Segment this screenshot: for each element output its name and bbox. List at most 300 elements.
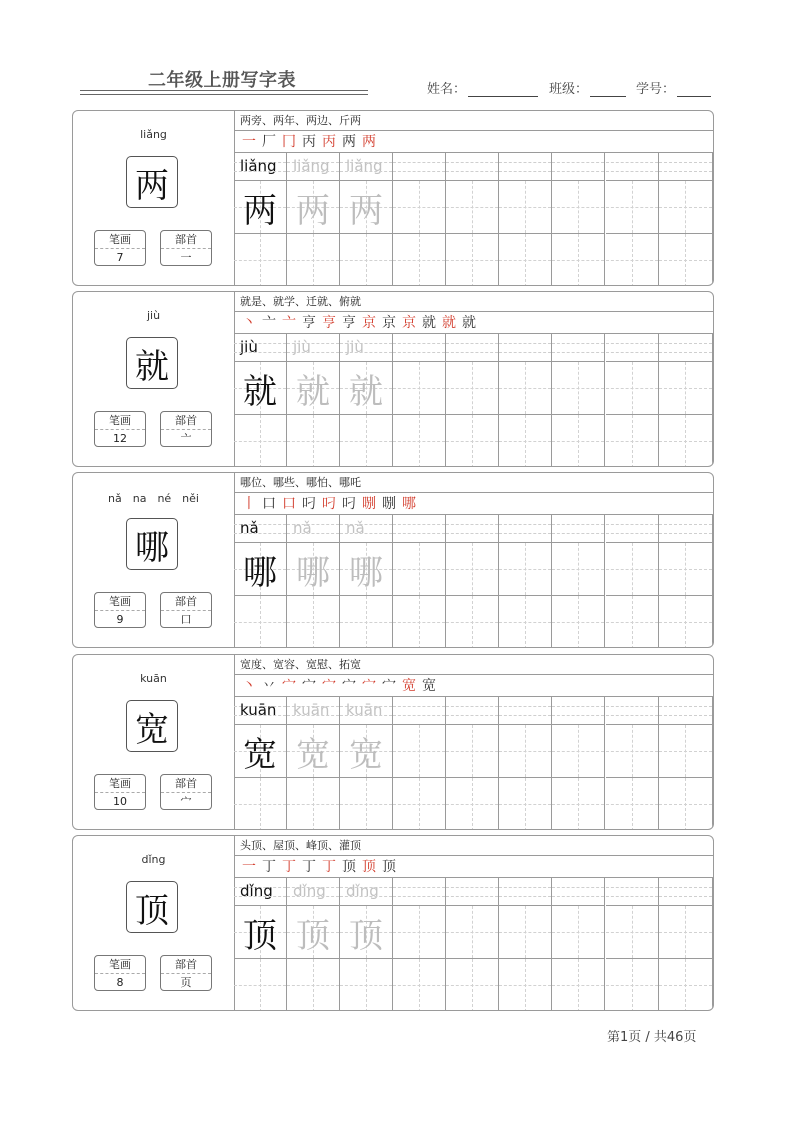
character-pinyin: nǎ na né něi — [108, 492, 199, 505]
hanzi-practice-cell[interactable] — [659, 906, 713, 959]
grid-guide-vertical — [260, 234, 261, 286]
student-number-field[interactable] — [636, 78, 711, 97]
stroke-step: 就 — [422, 315, 436, 331]
pinyin-practice-cell[interactable] — [340, 697, 393, 725]
hanzi-practice-cell[interactable] — [659, 181, 713, 234]
pinyin-practice-cell[interactable] — [499, 515, 552, 543]
hanzi-practice-cell[interactable] — [287, 725, 340, 778]
blank-practice-cell[interactable] — [552, 234, 605, 286]
hanzi-practice-cell[interactable] — [606, 725, 659, 778]
hanzi-practice-cell[interactable] — [446, 543, 499, 596]
grid-guide-vertical — [419, 415, 420, 467]
character-pinyin: kuān — [140, 672, 167, 685]
grid-guide-vertical — [260, 778, 261, 830]
stroke-order-row — [234, 493, 713, 515]
grid-guide-vertical — [632, 725, 633, 777]
stroke-step: 顶 — [342, 859, 356, 875]
radical-box — [160, 230, 212, 266]
grid-guide-vertical — [578, 959, 579, 1011]
grid-guide-vertical — [419, 778, 420, 830]
character-card — [72, 654, 714, 830]
practice-character: 顶 — [349, 915, 383, 956]
stroke-step: 顶 — [382, 859, 396, 875]
pinyin-practice-cell[interactable] — [287, 878, 340, 906]
practice-grid — [234, 878, 713, 1011]
hanzi-practice-cell[interactable] — [659, 362, 713, 415]
blank-practice-cell[interactable] — [234, 596, 287, 648]
character-pinyin: dǐng — [141, 853, 166, 866]
hanzi-practice-cell[interactable] — [499, 725, 552, 778]
hanzi-practice-cell[interactable] — [393, 543, 446, 596]
pinyin-practice-cell[interactable] — [340, 334, 393, 362]
hanzi-practice-cell[interactable] — [499, 906, 552, 959]
character-card — [72, 472, 714, 648]
name-label: 姓名： — [427, 82, 467, 97]
student-number-blank[interactable] — [677, 82, 711, 97]
hanzi-practice-cell[interactable] — [659, 543, 713, 596]
name-field[interactable] — [427, 78, 538, 97]
class-blank[interactable] — [590, 82, 626, 97]
grid-guide-vertical — [525, 415, 526, 467]
stroke-step: 口 — [282, 496, 296, 512]
radical-box — [160, 592, 212, 628]
blank-practice-cell[interactable] — [659, 415, 713, 467]
pinyin-practice-cell[interactable] — [446, 878, 499, 906]
stroke-count-value: 12 — [113, 432, 127, 445]
blank-practice-cell[interactable] — [552, 596, 605, 648]
stroke-count-label: 笔画 — [95, 412, 145, 430]
blank-practice-cell[interactable] — [234, 778, 287, 830]
pinyin-practice-cell[interactable] — [552, 878, 605, 906]
blank-practice-cell[interactable] — [659, 778, 713, 830]
grid-guide-vertical — [419, 181, 420, 233]
radical-value: 口 — [180, 613, 192, 626]
practice-grid — [234, 153, 713, 286]
grid-guide-vertical — [685, 906, 686, 958]
grid-guide-vertical — [366, 778, 367, 830]
practice-pinyin: dǐng — [293, 882, 326, 900]
stroke-order-row — [234, 856, 713, 878]
stroke-step: 宀 — [282, 678, 296, 694]
stroke-step: 冂 — [282, 134, 296, 150]
blank-practice-cell[interactable] — [393, 778, 446, 830]
hanzi-practice-cell[interactable] — [393, 906, 446, 959]
hanzi-practice-cell[interactable] — [552, 181, 605, 234]
grid-guide-vertical — [578, 725, 579, 777]
stroke-step: 宀 — [382, 678, 396, 694]
blank-practice-cell[interactable] — [499, 234, 552, 286]
stroke-step: 叼 — [302, 496, 316, 512]
stroke-step: 叼 — [322, 496, 336, 512]
pinyin-practice-cell[interactable] — [446, 153, 499, 181]
practice-grid — [234, 697, 713, 830]
hanzi-practice-cell[interactable] — [552, 543, 605, 596]
hanzi-practice-cell[interactable] — [234, 906, 287, 959]
hanzi-practice-cell[interactable] — [552, 362, 605, 415]
blank-practice-cell[interactable] — [393, 596, 446, 648]
pinyin-practice-cell[interactable] — [446, 334, 499, 362]
stroke-step: 亨 — [322, 315, 336, 331]
practice-character: 两 — [243, 190, 277, 231]
blank-practice-cell[interactable] — [606, 778, 659, 830]
pinyin-practice-cell[interactable] — [234, 697, 287, 725]
grid-guide-vertical — [419, 543, 420, 595]
pinyin-practice-cell[interactable] — [606, 334, 659, 362]
hanzi-practice-cell[interactable] — [499, 543, 552, 596]
stroke-count-label: 笔画 — [95, 231, 145, 249]
word-examples: 头顶、屋顶、峰顶、灌顶 — [234, 836, 713, 856]
character-info-pane — [73, 473, 235, 647]
blank-practice-cell[interactable] — [340, 959, 393, 1011]
pinyin-practice-cell[interactable] — [393, 515, 446, 543]
blank-practice-cell[interactable] — [234, 959, 287, 1011]
blank-practice-cell[interactable] — [659, 596, 713, 648]
grid-guide-vertical — [632, 906, 633, 958]
practice-pinyin: nǎ — [240, 519, 259, 537]
practice-character: 顶 — [243, 915, 277, 956]
hanzi-practice-cell[interactable] — [393, 362, 446, 415]
class-label: 班级： — [549, 82, 589, 97]
grid-guide-vertical — [313, 778, 314, 830]
radical-value: 宀 — [180, 795, 192, 808]
stroke-count-label: 笔画 — [95, 956, 145, 974]
pinyin-practice-cell[interactable] — [287, 697, 340, 725]
practice-pinyin: liǎng — [240, 157, 277, 175]
blank-practice-cell[interactable] — [606, 415, 659, 467]
grid-guide-vertical — [260, 596, 261, 648]
stroke-step: 丁 — [322, 859, 336, 875]
grid-guide-vertical — [685, 543, 686, 595]
blank-practice-cell[interactable] — [499, 778, 552, 830]
word-examples: 两旁、两年、两边、斤两 — [234, 111, 713, 131]
hanzi-practice-cell[interactable] — [287, 543, 340, 596]
pinyin-practice-cell[interactable] — [552, 153, 605, 181]
pinyin-practice-cell[interactable] — [287, 515, 340, 543]
grid-guide-vertical — [632, 543, 633, 595]
hanzi-practice-cell[interactable] — [499, 181, 552, 234]
stroke-count-box — [94, 955, 146, 991]
grid-guide-vertical — [685, 725, 686, 777]
hanzi-practice-cell[interactable] — [340, 543, 393, 596]
practice-pane — [234, 473, 713, 647]
stroke-count-value: 10 — [113, 795, 127, 808]
stroke-step: 亠 — [262, 315, 276, 331]
practice-pinyin: jiù — [240, 338, 258, 356]
grid-guide-vertical — [419, 362, 420, 414]
grid-guide-vertical — [632, 596, 633, 648]
grid-guide-vertical — [419, 234, 420, 286]
grid-guide-vertical — [578, 543, 579, 595]
grid-guide-vertical — [578, 906, 579, 958]
stroke-count-box — [94, 592, 146, 628]
grid-guide-vertical — [685, 959, 686, 1011]
hanzi-practice-cell[interactable] — [659, 725, 713, 778]
hanzi-practice-cell[interactable] — [340, 181, 393, 234]
character-info-pane — [73, 655, 235, 829]
radical-label: 部首 — [161, 775, 211, 793]
blank-practice-cell[interactable] — [606, 234, 659, 286]
hanzi-practice-cell[interactable] — [234, 725, 287, 778]
stroke-count-box — [94, 774, 146, 810]
blank-practice-cell[interactable] — [287, 596, 340, 648]
blank-practice-cell[interactable] — [340, 234, 393, 286]
practice-pinyin: nǎ — [293, 519, 312, 537]
pinyin-practice-cell[interactable] — [552, 697, 605, 725]
blank-practice-cell[interactable] — [606, 959, 659, 1011]
pinyin-practice-cell[interactable] — [393, 334, 446, 362]
stroke-step: 宀 — [322, 678, 336, 694]
hanzi-practice-cell[interactable] — [234, 181, 287, 234]
character-pinyin: liǎng — [140, 128, 167, 141]
pinyin-practice-cell[interactable] — [606, 697, 659, 725]
pinyin-practice-cell[interactable] — [393, 878, 446, 906]
hanzi-practice-cell[interactable] — [234, 362, 287, 415]
practice-character: 就 — [243, 371, 277, 412]
blank-practice-cell[interactable] — [552, 778, 605, 830]
pinyin-practice-cell[interactable] — [606, 515, 659, 543]
grid-guide-vertical — [525, 778, 526, 830]
hanzi-practice-cell[interactable] — [393, 725, 446, 778]
hanzi-practice-cell[interactable] — [552, 906, 605, 959]
name-blank[interactable] — [468, 82, 538, 97]
radical-box — [160, 774, 212, 810]
blank-practice-cell[interactable] — [234, 234, 287, 286]
stroke-step: 丁 — [302, 859, 316, 875]
pinyin-practice-cell[interactable] — [287, 153, 340, 181]
pinyin-practice-cell[interactable] — [234, 515, 287, 543]
pinyin-practice-cell[interactable] — [659, 697, 713, 725]
character-info-pane — [73, 836, 235, 1010]
hanzi-practice-cell[interactable] — [287, 906, 340, 959]
practice-pinyin: nǎ — [346, 519, 365, 537]
blank-practice-cell[interactable] — [234, 415, 287, 467]
grid-guide-vertical — [632, 181, 633, 233]
hanzi-practice-cell[interactable] — [287, 362, 340, 415]
word-examples: 哪位、哪些、哪怕、哪吒 — [234, 473, 713, 493]
hanzi-practice-cell[interactable] — [606, 906, 659, 959]
pinyin-practice-cell[interactable] — [606, 878, 659, 906]
grid-guide-vertical — [260, 959, 261, 1011]
blank-practice-cell[interactable] — [446, 234, 499, 286]
practice-pinyin: kuān — [240, 701, 277, 719]
practice-pane — [234, 292, 713, 466]
stroke-step: 京 — [402, 315, 416, 331]
character-box: 顶 — [126, 881, 178, 933]
blank-practice-cell[interactable] — [446, 778, 499, 830]
grid-guide-vertical — [472, 362, 473, 414]
character-box: 宽 — [126, 700, 178, 752]
blank-practice-cell[interactable] — [446, 415, 499, 467]
hanzi-practice-cell[interactable] — [552, 725, 605, 778]
pinyin-practice-cell[interactable] — [287, 334, 340, 362]
stroke-step: 宀 — [302, 678, 316, 694]
hanzi-practice-cell[interactable] — [446, 362, 499, 415]
grid-guide-vertical — [472, 543, 473, 595]
grid-guide-vertical — [260, 415, 261, 467]
hanzi-practice-cell[interactable] — [340, 725, 393, 778]
hanzi-practice-cell[interactable] — [606, 543, 659, 596]
hanzi-practice-cell[interactable] — [446, 906, 499, 959]
stroke-count-box — [94, 411, 146, 447]
stroke-step: 宽 — [402, 678, 416, 694]
character-card — [72, 291, 714, 467]
blank-practice-cell[interactable] — [499, 596, 552, 648]
stroke-step: 哪 — [402, 496, 416, 512]
hanzi-practice-cell[interactable] — [393, 181, 446, 234]
hanzi-practice-cell[interactable] — [606, 181, 659, 234]
grid-guide-vertical — [472, 778, 473, 830]
pinyin-practice-cell[interactable] — [499, 334, 552, 362]
blank-practice-cell[interactable] — [287, 234, 340, 286]
grid-guide-vertical — [578, 596, 579, 648]
blank-practice-cell[interactable] — [499, 959, 552, 1011]
pinyin-practice-cell[interactable] — [393, 697, 446, 725]
grid-guide-vertical — [632, 415, 633, 467]
radical-value: 一 — [180, 251, 192, 264]
pinyin-practice-cell[interactable] — [234, 153, 287, 181]
word-examples: 就是、就学、迁就、俯就 — [234, 292, 713, 312]
grid-guide-vertical — [632, 778, 633, 830]
stroke-step: 宽 — [422, 678, 436, 694]
character-box: 两 — [126, 156, 178, 208]
blank-practice-cell[interactable] — [446, 596, 499, 648]
practice-character: 宽 — [296, 734, 330, 775]
character-pinyin: jiù — [146, 309, 161, 322]
pinyin-practice-cell[interactable] — [499, 697, 552, 725]
grid-guide-vertical — [419, 959, 420, 1011]
hanzi-practice-cell[interactable] — [340, 362, 393, 415]
pinyin-practice-cell[interactable] — [340, 153, 393, 181]
practice-pane — [234, 836, 713, 1010]
grid-guide-vertical — [525, 959, 526, 1011]
grid-guide-vertical — [313, 234, 314, 286]
blank-practice-cell[interactable] — [552, 415, 605, 467]
practice-pinyin: kuān — [346, 701, 383, 719]
stroke-step: 丶 — [242, 315, 256, 331]
blank-practice-cell[interactable] — [340, 415, 393, 467]
stroke-step: 丨 — [242, 496, 256, 512]
pinyin-practice-cell[interactable] — [393, 153, 446, 181]
stroke-step: 丁 — [262, 859, 276, 875]
pinyin-practice-cell[interactable] — [446, 515, 499, 543]
hanzi-practice-cell[interactable] — [499, 362, 552, 415]
student-number-label: 学号： — [636, 82, 676, 97]
stroke-step: 丙 — [322, 134, 336, 150]
blank-practice-cell[interactable] — [659, 234, 713, 286]
practice-pinyin: jiù — [293, 338, 311, 356]
grid-guide-vertical — [472, 596, 473, 648]
pinyin-practice-cell[interactable] — [234, 334, 287, 362]
pinyin-practice-cell[interactable] — [552, 515, 605, 543]
hanzi-practice-cell[interactable] — [446, 725, 499, 778]
stroke-step: 哵 — [362, 496, 376, 512]
hanzi-practice-cell[interactable] — [446, 181, 499, 234]
character-box: 就 — [126, 337, 178, 389]
stroke-order-row — [234, 312, 713, 334]
practice-character: 两 — [349, 190, 383, 231]
practice-character: 哪 — [243, 552, 277, 593]
hanzi-practice-cell[interactable] — [287, 181, 340, 234]
title-underline-double — [80, 94, 368, 95]
stroke-step: 亨 — [302, 315, 316, 331]
pinyin-practice-cell[interactable] — [659, 334, 713, 362]
hanzi-practice-cell[interactable] — [606, 362, 659, 415]
practice-pinyin: liǎng — [346, 157, 383, 175]
blank-practice-cell[interactable] — [287, 415, 340, 467]
grid-guide-vertical — [472, 725, 473, 777]
practice-character: 顶 — [296, 915, 330, 956]
grid-guide-vertical — [366, 415, 367, 467]
practice-character: 就 — [349, 371, 383, 412]
pinyin-practice-cell[interactable] — [499, 878, 552, 906]
hanzi-practice-cell[interactable] — [340, 906, 393, 959]
stroke-step: 叼 — [342, 496, 356, 512]
radical-box — [160, 411, 212, 447]
stroke-step: 丙 — [302, 134, 316, 150]
blank-practice-cell[interactable] — [499, 415, 552, 467]
grid-guide-vertical — [525, 362, 526, 414]
character-info-pane — [73, 292, 235, 466]
grid-guide-vertical — [685, 362, 686, 414]
pinyin-practice-cell[interactable] — [552, 334, 605, 362]
grid-guide-vertical — [632, 959, 633, 1011]
stroke-order-row — [234, 131, 713, 153]
blank-practice-cell[interactable] — [340, 778, 393, 830]
blank-practice-cell[interactable] — [287, 959, 340, 1011]
hanzi-practice-cell[interactable] — [234, 543, 287, 596]
grid-guide-vertical — [525, 234, 526, 286]
pinyin-practice-cell[interactable] — [659, 878, 713, 906]
blank-practice-cell[interactable] — [552, 959, 605, 1011]
blank-practice-cell[interactable] — [659, 959, 713, 1011]
grid-guide-vertical — [313, 959, 314, 1011]
stroke-step: 亨 — [342, 315, 356, 331]
blank-practice-cell[interactable] — [393, 959, 446, 1011]
pinyin-practice-cell[interactable] — [234, 878, 287, 906]
practice-character: 宽 — [243, 734, 277, 775]
grid-guide-vertical — [472, 234, 473, 286]
pinyin-practice-cell[interactable] — [446, 697, 499, 725]
radical-value: 页 — [180, 976, 192, 989]
grid-guide-vertical — [525, 543, 526, 595]
practice-character: 哪 — [349, 552, 383, 593]
blank-practice-cell[interactable] — [287, 778, 340, 830]
pinyin-practice-cell[interactable] — [659, 515, 713, 543]
practice-pinyin: liǎng — [293, 157, 330, 175]
grid-guide-vertical — [313, 596, 314, 648]
blank-practice-cell[interactable] — [393, 415, 446, 467]
class-field[interactable] — [549, 78, 626, 97]
blank-practice-cell[interactable] — [340, 596, 393, 648]
pinyin-practice-cell[interactable] — [499, 153, 552, 181]
word-examples: 宽度、宽容、宽慰、拓宽 — [234, 655, 713, 675]
pinyin-practice-cell[interactable] — [340, 878, 393, 906]
grid-guide-vertical — [632, 362, 633, 414]
pinyin-practice-cell[interactable] — [340, 515, 393, 543]
pinyin-practice-cell[interactable] — [659, 153, 713, 181]
radical-value: 亠 — [180, 432, 192, 445]
pinyin-practice-cell[interactable] — [606, 153, 659, 181]
stroke-step: 京 — [382, 315, 396, 331]
stroke-step: 宀 — [362, 678, 376, 694]
practice-character: 哪 — [296, 552, 330, 593]
blank-practice-cell[interactable] — [393, 234, 446, 286]
grid-guide-vertical — [366, 596, 367, 648]
blank-practice-cell[interactable] — [606, 596, 659, 648]
stroke-step: 两 — [342, 134, 356, 150]
blank-practice-cell[interactable] — [446, 959, 499, 1011]
grid-guide-vertical — [578, 362, 579, 414]
